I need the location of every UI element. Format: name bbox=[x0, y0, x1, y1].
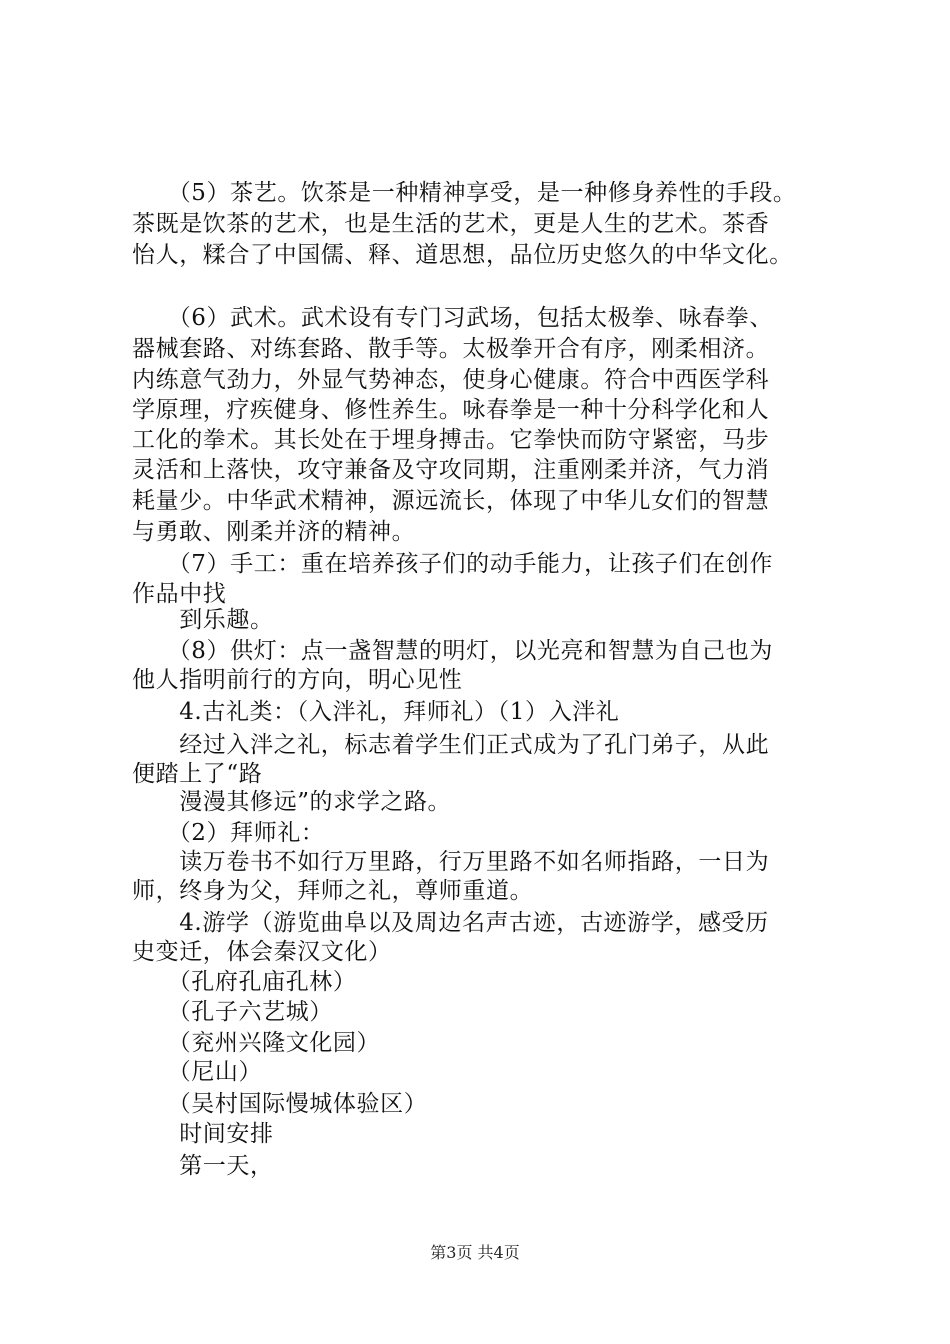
text-line: （7）手工：重在培养孩子们的动手能力，让孩子们在创作 bbox=[132, 551, 773, 577]
text-line: 时间安排 bbox=[132, 1121, 274, 1147]
text-line: 到乐趣。 bbox=[132, 607, 274, 633]
text-line: 4.游学（游览曲阜以及周边名声古迹，古迹游学，感受历 bbox=[132, 910, 769, 936]
text-line: （尼山） bbox=[132, 1059, 263, 1085]
text-line: 第一天， bbox=[132, 1153, 274, 1179]
text-line: 学原理，疗疾健身、修性养生。咏春拳是一种十分科学化和人 bbox=[132, 397, 770, 423]
text-line: 便踏上了“路 bbox=[132, 761, 263, 787]
text-line: 师，终身为父，拜师之礼，尊师重道。 bbox=[132, 878, 534, 904]
text-line: （吴村国际慢城体验区） bbox=[132, 1091, 428, 1117]
text-line: （8）供灯：点一盏智慧的明灯，以光亮和智慧为自己也为 bbox=[132, 638, 773, 664]
text-line: 器械套路、对练套路、散手等。太极拳开合有序，刚柔相济。 bbox=[132, 336, 770, 362]
text-line: 耗量少。中华武术精神，源远流长，体现了中华儿女们的智慧 bbox=[132, 488, 770, 514]
text-line: 茶既是饮茶的艺术，也是生活的艺术，更是人生的艺术。茶香 bbox=[132, 211, 770, 237]
text-line: （孔府孔庙孔林） bbox=[132, 969, 357, 995]
text-line: （6）武术。武术设有专门习武场，包括太极拳、咏春拳、 bbox=[132, 305, 773, 331]
text-line: 经过入泮之礼，标志着学生们正式成为了孔门弟子，从此 bbox=[132, 732, 770, 758]
text-line: （5）茶艺。饮茶是一种精神享受，是一种修身养性的手段。 bbox=[132, 180, 797, 206]
text-line: 漫漫其修远”的求学之路。 bbox=[132, 789, 452, 815]
text-line: 史变迁，体会秦汉文化） bbox=[132, 939, 392, 965]
text-line: 4.古礼类：（入泮礼，拜师礼）（1）入泮礼 bbox=[132, 699, 620, 725]
page-number-footer: 第3页 共4页 bbox=[430, 1243, 520, 1262]
text-line: （孔子六艺城） bbox=[132, 999, 333, 1025]
text-line: 工化的拳术。其长处在于埋身搏击。它拳快而防守紧密，马步 bbox=[132, 427, 770, 453]
text-line: 他人指明前行的方向，明心见性 bbox=[132, 667, 463, 693]
text-line: 与勇敢、刚柔并济的精神。 bbox=[132, 519, 416, 545]
text-line: （兖州兴隆文化园） bbox=[132, 1030, 381, 1056]
text-line: （2）拜师礼： bbox=[132, 820, 325, 846]
text-line: 内练意气劲力，外显气势神态，使身心健康。符合中西医学科 bbox=[132, 367, 770, 393]
text-line: 读万卷书不如行万里路，行万里路不如名师指路，一日为 bbox=[132, 849, 770, 875]
text-line: 灵活和上落快，攻守兼备及守攻同期，注重刚柔并济，气力消 bbox=[132, 457, 770, 483]
text-line: 作品中找 bbox=[132, 581, 227, 607]
text-line: 怡人，糅合了中国儒、释、道思想，品位历史悠久的中华文化。 bbox=[132, 242, 793, 268]
